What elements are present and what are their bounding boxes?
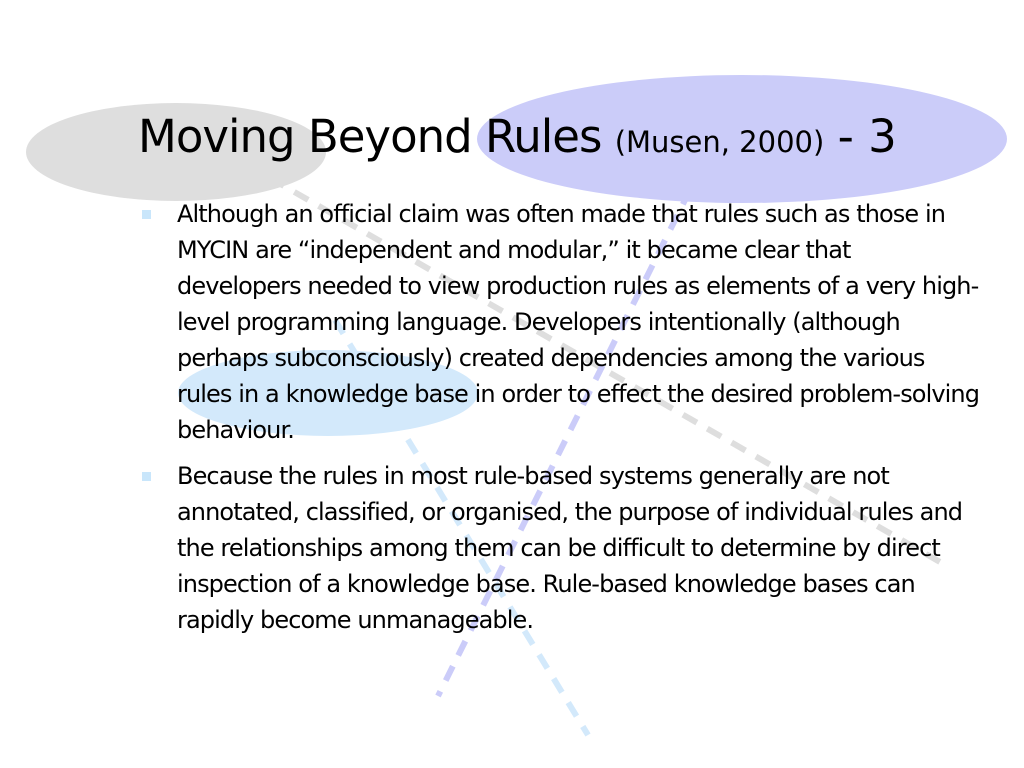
slide-title-citation: (Musen, 2000)	[614, 125, 825, 159]
slide-title-number: - 3	[837, 110, 897, 163]
square-bullet-icon	[142, 210, 151, 219]
bullet-text: Although an official claim was often made that rules such as those in MYCIN are “independent and modular,” it became clear that developers needed to view production rules as elements of a very high-level programming language. Developers intentionally (although perhaps subconsciously) created dependencies among the various rules in a knowledge base in order to effect the desired problem-solving behaviour.	[177, 200, 980, 444]
bullet-text: Because the rules in most rule-based systems generally are not annotated, classified, or organised, the purpose of individual rules and the relationships among them can be difficult to determine by direct inspection of a knowledge base. Rule-based knowledge bases can rapidly become unmanageable.	[177, 462, 963, 634]
slide-title	[138, 110, 897, 164]
bullet-item	[140, 458, 980, 638]
slide-title-main: Moving Beyond Rules	[138, 110, 602, 163]
square-bullet-icon	[142, 472, 151, 481]
bullet-list	[140, 196, 980, 648]
bullet-item	[140, 196, 980, 448]
